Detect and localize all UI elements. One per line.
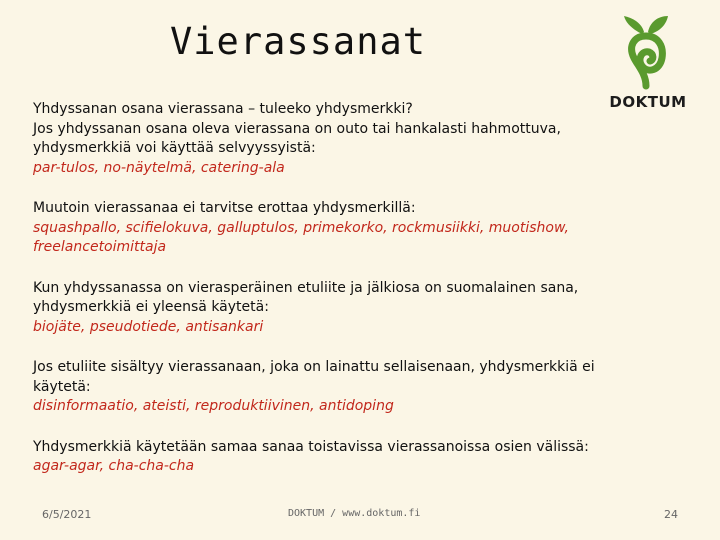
example-words: par-tulos, no-näytelmä, catering-ala (33, 159, 285, 176)
page-number: 24 (664, 508, 678, 521)
doktum-logo (608, 14, 688, 114)
paragraph-repeating (33, 438, 623, 477)
paragraph-prefix-loanword (33, 358, 623, 417)
footer-center: DOKTUM / www.doktum.fi (288, 508, 421, 519)
logo-text: DOKTUM (609, 93, 687, 111)
example-words: agar-agar, cha-cha-cha (33, 458, 195, 474)
text-line: Yhdysmerkkiä käytetään samaa sanaa toistavissa vierassanoissa osien välissä: (33, 438, 589, 455)
text-line: Jos yhdyssanan osana oleva vierassana on outo tai hankalasti hahmottuva, (33, 120, 561, 137)
example-words: squashpallo, scifielokuva, galluptulos, primekorko, rockmusiikki, muotishow, freelancetoimittaja (33, 219, 569, 255)
text-line: Jos etuliite sisältyy vierassanaan, joka on lainattu sellaisenaan, yhdysmerkkiä ei (33, 359, 595, 375)
slide-content (33, 100, 623, 498)
sprout-spiral-icon (616, 14, 680, 90)
text-line: Kun yhdyssanassa on vierasperäinen etuliite ja jälkiosa on suomalainen sana, (33, 279, 579, 296)
paragraph-prefix-finnish (33, 279, 623, 338)
example-words: biojäte, pseudotiede, antisankari (33, 318, 264, 335)
example-words: disinformaatio, ateisti, reproduktiivinen, antidoping (33, 398, 394, 414)
text-line: Yhdyssanan osana vierassana – tuleeko yhdysmerkki? (33, 101, 413, 117)
paragraph-no-hyphen (33, 199, 623, 258)
text-line: yhdysmerkkiä voi käyttää selvyyssyistä: (33, 140, 316, 156)
slide-title: Vierassanat (170, 20, 427, 63)
text-line: Muutoin vierassanaa ei tarvitse erottaa yhdysmerkillä: (33, 200, 416, 216)
text-line: käytetä: (33, 378, 91, 395)
footer-date: 6/5/2021 (42, 508, 92, 521)
text-line: yhdysmerkkiä ei yleensä käytetä: (33, 299, 269, 315)
paragraph-hyphen-optional (33, 100, 623, 178)
